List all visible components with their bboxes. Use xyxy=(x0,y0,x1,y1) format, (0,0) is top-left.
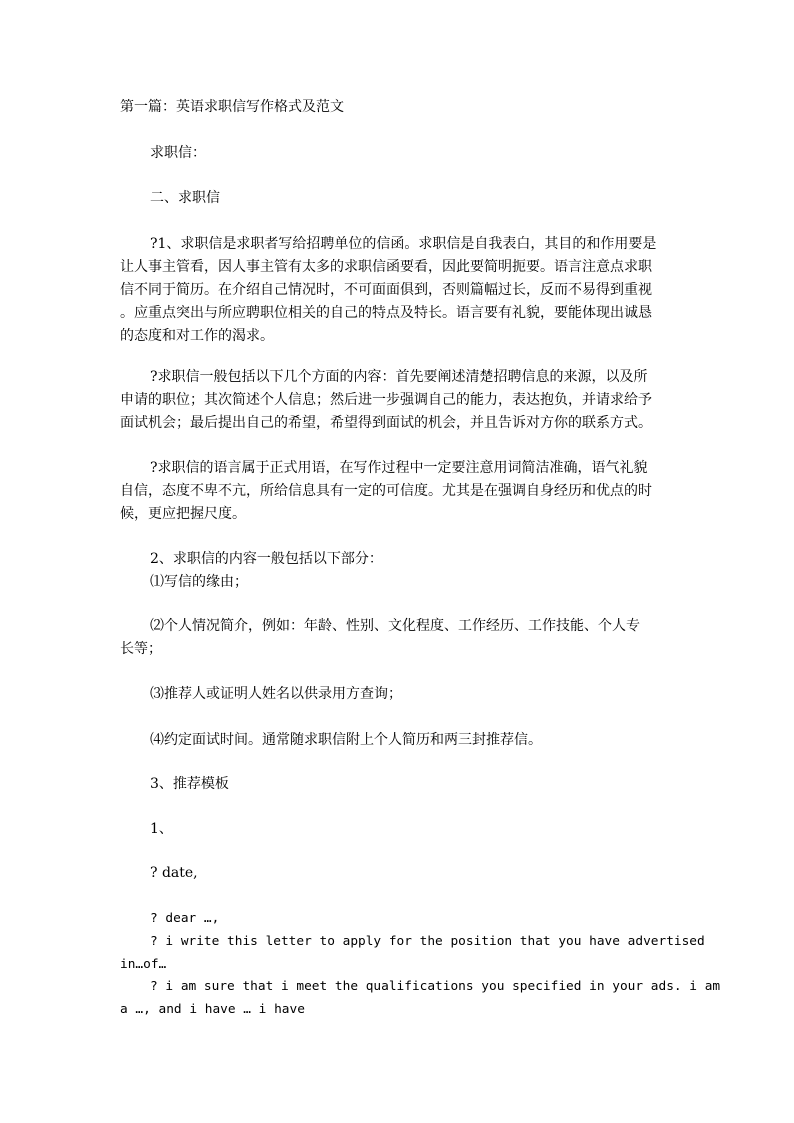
list-item: ⑷约定面试时间。通常随求职信附上个人简历和两三封推荐信。 xyxy=(150,732,542,748)
paragraph-line: 申请的职位；其次简述个人信息；然后进一步强调自己的能力，表达抱负，并请求给予 xyxy=(120,392,652,408)
section-heading: 二、求职信 xyxy=(150,190,220,206)
list-item: ⑴写信的缘由； xyxy=(150,574,248,590)
list-item: ⑶推荐人或证明人姓名以供录用方查询； xyxy=(150,686,402,702)
paragraph-line: 自信，态度不卑不亢，所给信息具有一定的可信度。尤其是在强调自身经历和优点的时 xyxy=(120,483,652,499)
paragraph-line: ?求职信一般包括以下几个方面的内容：首先要阐述清楚招聘信息的来源，以及所 xyxy=(150,369,648,385)
letter-line: in…of… xyxy=(120,957,167,972)
paragraph-line: 面试机会；最后提出自己的希望，希望得到面试的机会，并且告诉对方你的联系方式。 xyxy=(120,415,652,431)
template-number: 1、 xyxy=(150,821,173,837)
paragraph-line: 。应重点突出与所应聘职位相关的自己的特点及特长。语言要有礼貌，要能体现出诚恳 xyxy=(120,305,652,321)
content-intro: 2、求职信的内容一般包括以下部分： xyxy=(150,551,383,567)
letter-line: a …, and i have … i have xyxy=(120,1002,305,1017)
letter-line: ? i write this letter to apply for the position that you have advertised xyxy=(150,934,705,949)
list-item: ⑵个人情况简介，例如：年龄、性别、文化程度、工作经历、工作技能、个人专 xyxy=(150,618,640,634)
paragraph-line: ?求职信的语言属于正式用语，在写作过程中一定要注意用词简洁准确，语气礼貌 xyxy=(150,460,648,476)
letter-line: ? i am sure that i meet the qualifications you specified in your ads. i am xyxy=(150,979,721,994)
paragraph-line: 的态度和对工作的渴求。 xyxy=(120,328,274,344)
paragraph-line: 候，更应把握尺度。 xyxy=(120,506,246,522)
letter-date: ? date, xyxy=(150,865,198,881)
letter-greeting: ? dear …, xyxy=(150,911,220,926)
document-title: 第一篇：英语求职信写作格式及范文 xyxy=(120,99,344,115)
salutation: 求职信： xyxy=(150,145,206,161)
paragraph-line: 让人事主管看，因人事主管有太多的求职信函要看，因此要简明扼要。语言注意点求职 xyxy=(120,259,652,275)
paragraph-line: ?1、求职信是求职者写给招聘单位的信函。求职信是自我表白，其目的和作用要是 xyxy=(150,236,657,252)
paragraph-line: 信不同于简历。在介绍自己情况时，不可面面俱到，否则篇幅过长，反而不易得到重视 xyxy=(120,282,652,298)
list-item-continuation: 长等； xyxy=(120,641,162,657)
template-heading: 3、推荐模板 xyxy=(150,776,229,792)
